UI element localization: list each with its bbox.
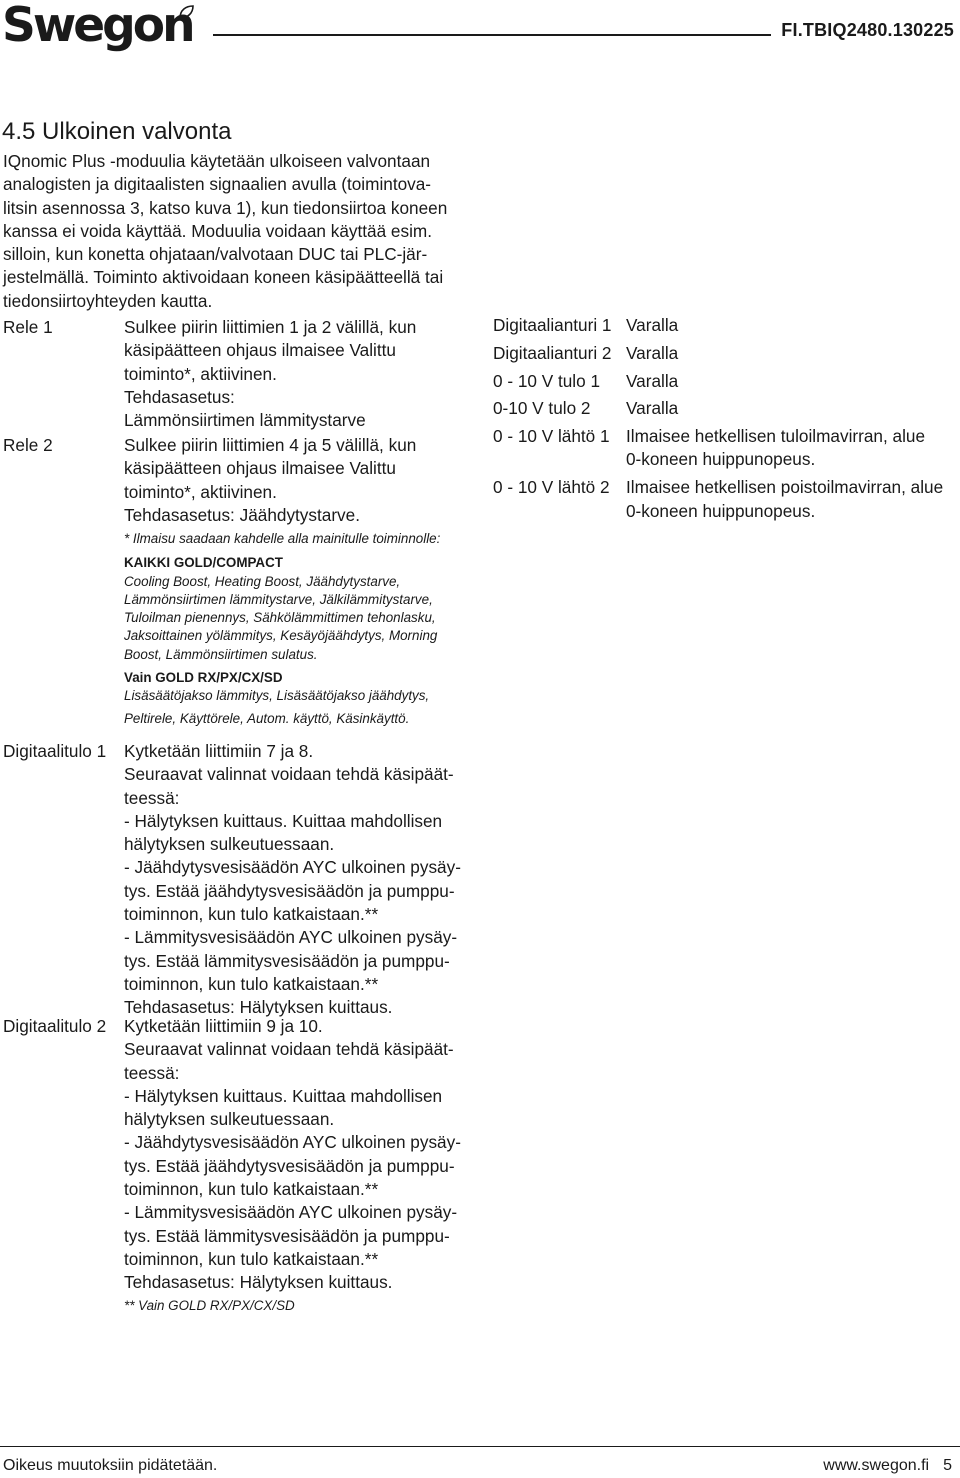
brand-logo: Swegon [2,0,193,53]
io-value-line: Ilmaisee hetkellisen poistoilmavirran, alue [626,477,944,498]
digital-input-1-line: hälytyksen sulkeutuessaan. [124,834,335,855]
digital-input-2-line: - Jäähdytysvesisäädön AYC ulkoinen pysäy- [124,1132,461,1153]
digital-input-2-line: toiminnon, kun tulo katkaistaan.** [124,1248,379,1269]
io-key: 0-10 V tulo 2 [493,398,591,419]
intro-line: analogisten ja digitaalisten signaalien avulla (toimintova- [3,174,432,195]
digital-input-1-line: teessä: [124,787,180,808]
intro-line: jestelmällä. Toiminto aktivoidaan koneen käsipäätteellä tai [3,267,444,288]
io-row [493,370,958,393]
footnote-group-1-line: Jaksoittainen yölämmitys, Kesäyöjäähdytys, Morning [124,628,438,644]
digital-input-2-line: tys. Estää lämmitysvesisäädön ja pumppu- [124,1225,450,1246]
footnote-gold-models: ** Vain GOLD RX/PX/CX/SD [124,1298,295,1313]
relay-2-line: Tehdasasetus: Jäähdytystarve. [124,504,360,525]
footnote-group-1-line: Tuloilman pienennys, Sähkölämmittimen tehonlasku, [124,610,436,626]
io-value-line: Varalla [626,342,679,363]
io-key: 0 - 10 V tulo 1 [493,370,601,391]
digital-input-2-label: Digitaalitulo 2 [3,1016,107,1036]
io-value-line: Varalla [626,398,679,419]
relay-2-label: Rele 2 [3,435,53,455]
digital-input-1-line: Kytketään liittimiin 7 ja 8. [124,741,314,761]
footer-disclaimer: Oikeus muutoksiin pidätetään. [3,1457,218,1474]
digital-input-2-line: Kytketään liittimiin 9 ja 10. [124,1016,323,1036]
io-row [493,397,958,420]
io-value [626,370,958,393]
relay-1-label: Rele 1 [3,317,53,337]
footnote-intro: * Ilmaisu saadaan kahdelle alla mainitulle toiminnolle: [124,531,441,546]
digital-input-2-line: - Hälytyksen kuittaus. Kuittaa mahdollisen [124,1085,443,1106]
footnote-group-1-line: Boost, Lämmönsiirtimen sulatus. [124,646,318,662]
digital-input-1-line: toiminnon, kun tulo katkaistaan.** [124,973,379,994]
digital-input-2-description [124,1015,484,1295]
io-key: Digitaalianturi 1 [493,315,612,335]
footnote-group-1-line: Lämmönsiirtimen lämmitystarve, Jälkilämmitystarve, [124,591,433,607]
intro-line: litsin asennossa 3, katso kuva 1), kun tiedonsiirtoa koneen [3,197,448,218]
intro-paragraph [3,150,473,313]
header-rule [213,34,771,36]
footnote-group-2-line: Lisäsäätöjakso lämmitys, Lisäsäätöjakso jäähdytys, [124,688,430,704]
io-row [493,425,958,472]
io-key: Digitaalianturi 2 [493,342,612,363]
digital-input-2-line: teessä: [124,1062,180,1083]
logo-leaf-icon [178,4,194,20]
digital-input-1-line: - Lämmitysvesisäädön AYC ulkoinen pysäy- [124,927,458,948]
section-title: 4.5 Ulkoinen valvonta [2,118,232,145]
relay-1-line: Sulkee piirin liittimien 1 ja 2 välillä, kun [124,317,417,337]
digital-input-1-line: Seuraavat valinnat voidaan tehdä käsipäät- [124,764,454,785]
io-value-line: Varalla [626,370,679,391]
io-value [626,476,958,523]
footnote-group-1-line: Cooling Boost, Heating Boost, Jäähdytystarve, [124,573,401,589]
io-table [493,314,958,523]
digital-input-2-line: hälytyksen sulkeutuessaan. [124,1109,335,1130]
io-row [493,342,958,365]
digital-input-2-line: Seuraavat valinnat voidaan tehdä käsipäät- [124,1039,454,1060]
footer-rule [0,1446,960,1447]
intro-line: IQnomic Plus -moduulia käytetään ulkoiseen valvontaan [3,151,431,171]
io-row [493,476,958,523]
relay-1-line: Tehdasasetus: [124,386,235,407]
io-key: 0 - 10 V lähtö 1 [493,426,610,447]
io-value-line: 0-koneen huippunopeus. [626,500,816,521]
digital-input-1-description [124,740,484,1020]
digital-input-2-line: - Lämmitysvesisäädön AYC ulkoinen pysäy- [124,1202,458,1223]
relay-2-description [124,434,484,527]
relay-1-line: Lämmönsiirtimen lämmitystarve [124,410,366,431]
intro-line: tiedonsiirtoyhteyden kautta. [3,290,213,311]
io-value [626,342,958,365]
io-value-line: 0-koneen huippunopeus. [626,449,816,470]
io-value [626,397,958,420]
digital-input-2-line: tys. Estää jäähdytysvesisäädön ja pumppu- [124,1155,455,1176]
relay-1-line: käsipäätteen ohjaus ilmaisee Valittu [124,340,396,361]
relay-2-line: toiminto*, aktiivinen. [124,481,277,502]
io-value-line: Ilmaisee hetkellisen tuloilmavirran, alue [626,426,926,447]
footnote-functions [124,530,440,728]
digital-input-2-line: toiminnon, kun tulo katkaistaan.** [124,1179,379,1200]
page-number: 5 [943,1457,952,1474]
relay-1-line: toiminto*, aktiivinen. [124,363,277,384]
footnote-group-2-heading: Vain GOLD RX/PX/CX/SD [124,670,283,686]
digital-input-1-label: Digitaalitulo 1 [3,741,107,761]
io-row [493,314,958,337]
intro-line: silloin, kun konetta ohjataan/valvotaan DUC tai PLC-jär- [3,244,428,265]
io-value-line: Varalla [626,315,679,335]
io-value [626,425,958,472]
footnote-group-1-heading: KAIKKI GOLD/COMPACT [124,555,283,571]
io-key: 0 - 10 V lähtö 2 [493,477,610,498]
digital-input-1-line: - Jäähdytysvesisäädön AYC ulkoinen pysäy- [124,857,461,878]
digital-input-1-line: toiminnon, kun tulo katkaistaan.** [124,904,379,925]
relay-2-line: Sulkee piirin liittimien 4 ja 5 välillä, kun [124,435,417,455]
digital-input-1-line: - Hälytyksen kuittaus. Kuittaa mahdollisen [124,810,443,831]
digital-input-1-line: tys. Estää lämmitysvesisäädön ja pumppu- [124,950,450,971]
document-code: FI.TBIQ2480.130225 [781,20,954,40]
intro-line: kanssa ei voida käyttää. Moduulia voidaan käyttää esim. [3,220,432,241]
relay-2-line: käsipäätteen ohjaus ilmaisee Valittu [124,458,396,479]
digital-input-1-line: tys. Estää jäähdytysvesisäädön ja pumppu- [124,880,455,901]
footnote-group-2-line: Peltirele, Käyttörele, Autom. käyttö, Käsinkäyttö. [124,710,410,726]
io-value [626,314,958,337]
digital-input-2-line: Tehdasasetus: Hälytyksen kuittaus. [124,1272,393,1293]
digital-input-1-line: Tehdasasetus: Hälytyksen kuittaus. [124,997,393,1018]
footer-website-link[interactable]: www.swegon.fi [823,1457,930,1474]
footer-right [823,1457,952,1475]
relay-1-description [124,316,484,432]
